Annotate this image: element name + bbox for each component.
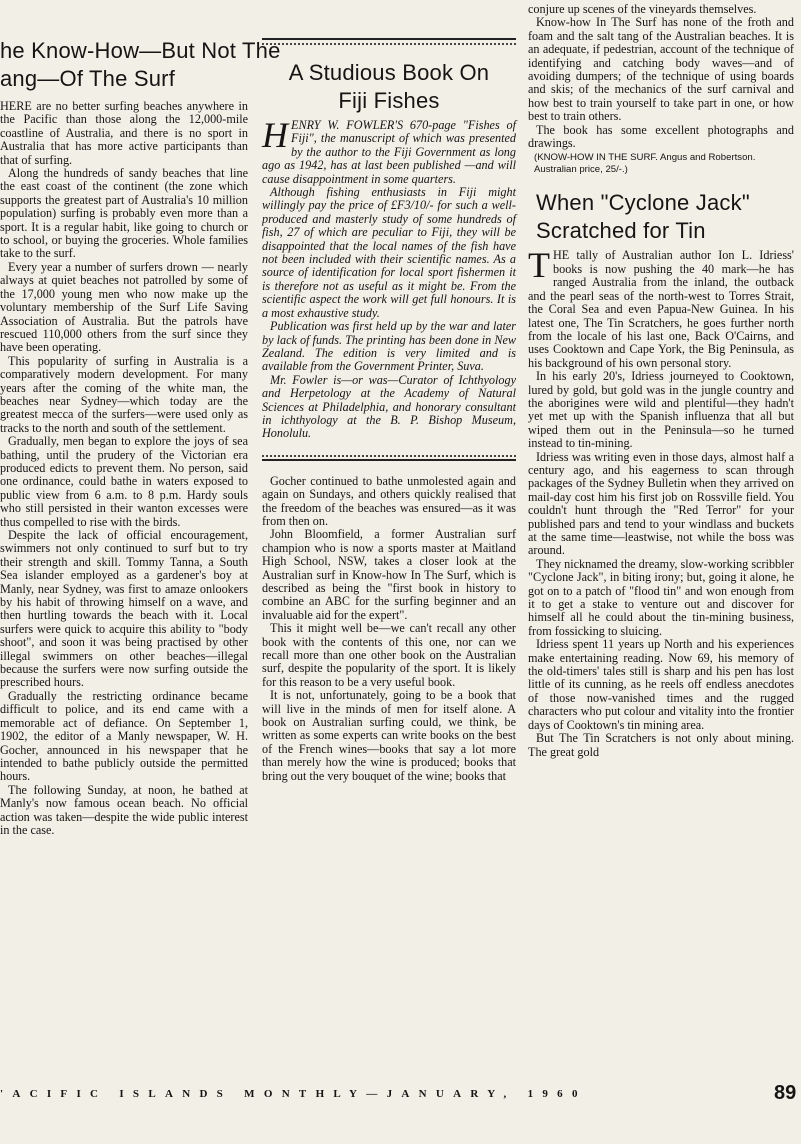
paragraph: John Bloomfield, a former Australian surf champion who is now a sports master at Maitland High School, NSW, takes a closer look at the Australian surf in Know-how In The Surf, which is described as being the "first book in history to combine an ABC for the surfing beginner and an invaluable aid for the expert".: [262, 527, 516, 622]
column-middle: [262, 0, 516, 1080]
dropcap: T: [528, 245, 550, 286]
paragraph: This popularity of surfing in Australia is a comparatively modern development. For many years after the coming of the white man, the beaches near Sydney—which today are the greatest mecca of the surfers—were used only as tracks to the north and south of the settlement.: [0, 353, 248, 435]
paragraph: Despite the lack of official encouragement, swimmers not only continued to surf but to try their strength and skill. Tommy Tanna, a South Sea islander employed as a gardener's boy at Manly, near Sydney, was first to amaze onlookers by his habit of throwing himself on a wave, and then hurtling towards the beach with it. Local surfers were quick to acquire this ability to "body shoot", and soon it was being practised by other illegal swimmers on other beaches—illegal because the surfers were now surfing outside the prescribed hours.: [0, 528, 248, 690]
dropcap: H: [262, 115, 288, 155]
paragraph: HERE are no better surfing beaches anywhere in the Pacific than those along the 12,000-mile coastline of Australia, and there is no sport in Australia that has more active participants than that of surfing.: [0, 99, 248, 167]
paragraph: Publication was first held up by the war and later by lack of funds. The printing has been done in New Zealand. The edition is very limited and is available from the Government Printer, Suva.: [262, 319, 516, 374]
article-surf-review-end: [528, 3, 794, 150]
dotted-rule: [262, 43, 516, 45]
paragraph: HE tally of Australian author Ion L. Idriess' books is now pushing the 40 mark—he has ranged Australia from the inland, the outback and the pearl seas of the north-west to Torres Strait, the Coral Sea and even Papua-New Guinea. In his latest one, The Tin Scratchers, he goes further north from the locale of his last one, Back O'Cairns, and uses Cooktown and Cape York, the Big Peninsula, as his background of his own personal story.: [528, 248, 794, 370]
paragraph: In his early 20's, Idriess journeyed to Cooktown, lured by gold, but gold was in the jungle country and the aborigines were wild and plentiful—they hadn't yet met up with the Spanish influenza that all but wiped them out in the Peninsula—so he turned instead to tin-mining.: [528, 369, 794, 451]
paragraph: This it might well be—we can't recall any other book with the contents of this one, nor can we recall more than one other book on the Australian surf, despite the popularity of the sport. It is likely for this reason to be a very useful book.: [262, 621, 516, 689]
dotted-rule: [262, 455, 516, 457]
page-number: 89: [774, 1082, 797, 1104]
paragraph: But The Tin Scratchers is not only about mining. The great gold: [528, 731, 794, 759]
headline-cyclone-line2: Scratched for Tin: [536, 218, 706, 244]
paragraph: Every year a number of surfers drown — nearly always at quiet beaches not patrolled by some of the 17,000 young men who now make up the voluntary membership of the Surf Life Saving Association of Australia. But the patrols have rescued 110,000 others from the surf since they have been operating.: [0, 259, 248, 355]
paragraph: Know-how In The Surf has none of the froth and foam and the salt tang of the Australian beaches. It is an adequate, if pedestrian, account of the technique of identifying and catching body waves—and of avoiding dumpers; of the technique of using boards and skis; of the mechanics of the surf carnival and how best to train yourself to take part in one, or how best to train others.: [528, 15, 794, 124]
paragraph: The book has some excellent photographs and drawings.: [528, 122, 794, 151]
paragraph: Mr. Fowler is—or was—Curator of Ichthyology and Herpetology at the Academy of Natural Sciences at Philadelphia, and honorary consultant in ichthyology at the B. P. Bishop Museum, Honolulu.: [262, 372, 516, 441]
paragraph: Idriess spent 11 years up North and his experiences make entertaining reading. Now 69, his memory of the old-timers' tales still is sharp and his pen has lost little of its cunning, as he reels off endless anecdotes of those now-vanished times and the rugged characters who put colour and vitality into the frontier days of Cooktown's tin mining area.: [528, 637, 794, 732]
headline-fiji-line2: Fiji Fishes: [338, 88, 440, 113]
headline-fiji-line1: A Studious Book On: [288, 60, 490, 85]
top-rule: [262, 38, 516, 40]
paragraph: It is not, unfortunately, going to be a book that will live in the minds of men for itself alone. A book on Australian surfing could, we think, be written as some experts can write books on the best of the French wines—books that say a lot more than merely how the wine is produced; books that bring out the very bouquet of the wine; books that: [262, 688, 516, 783]
paragraph: Gradually the restricting ordinance became difficult to police, and its end came with a memorable act of defiance. On September 1, 1902, the editor of a Manly newspaper, W. H. Gocher, announced in his newspaper that he intended to bathe publicly outside the permitted hours.: [0, 688, 248, 784]
headline-surf-line1: he Know-How—But Not The: [0, 38, 281, 63]
column-right: [528, 0, 794, 1080]
running-title: 'ACIFIC ISLANDS MONTHLY—JANUARY, 1960: [0, 1088, 587, 1100]
article-surf-body: [0, 100, 248, 837]
paragraph: Although fishing enthusiasts in Fiji might willingly pay the price of £F3/10/- for such a well-produced and masterly study of some hundreds of fish, 27 of which are peculiar to Fiji, they will be disappointed that the local names of the fish have not been included with their scientific names. As a source of identification for local sport fishermen it is therefore not as useful as it might be. From the scientific aspect the work will get full honours. It is a most exhaustive study.: [262, 185, 516, 320]
bottom-rule: [262, 459, 516, 461]
article-surf-continued: [262, 475, 516, 783]
paragraph: Idriess was writing even in those days, almost half a century ago, and his eagerness to scan through packages of the Sydney Bulletin when they arrived on mail-day cost him his first job on Rossville field. You couldn't hunt through the "Red Terror" for your published pars and tend to your windlass and buckets at the same time—leastwise, not while the boss was around.: [528, 449, 794, 558]
page-footer: [0, 1084, 801, 1106]
article-cyclone-body: [528, 245, 794, 759]
paragraph: Along the hundreds of sandy beaches that line the east coast of the continent (the zone which supports the greatest part of Australia's 10 million population) surfing is probably even more than a sport. It is a regular habit, like going to church or to school, or buying the groceries. Whole families take to the surf.: [0, 166, 248, 261]
paragraph: conjure up scenes of the vineyards themselves.: [528, 2, 757, 16]
paragraph: Gocher continued to bathe unmolested again and again on Sundays, and others quickly realised that the freedom of the beaches was ensured—as it was from then on.: [262, 473, 516, 528]
headline-cyclone-line1: When "Cyclone Jack": [536, 190, 750, 216]
book-credit: (KNOW-HOW IN THE SURF. Angus and Robertson. Australian price, 25/-.): [534, 152, 756, 175]
article-fiji-body: [262, 115, 516, 441]
column-left: [0, 0, 281, 1080]
headline-surf-line2: ang—Of The Surf: [0, 66, 176, 91]
paragraph: Gradually, men began to explore the joys of sea bathing, until the prudery of the Victorian era produced edicts to prevent them. No person, said one ordinance, could bathe in waters exposed to public view from 6 a.m. to 8 p.m. Hardy souls who still persisted in their wanton excesses were thus compelled to rise with the birds.: [0, 434, 248, 529]
paragraph: The following Sunday, at noon, he bathed at Manly's now famous ocean beach. No official action was taken—despite the wide public interest in the case.: [0, 782, 248, 837]
paragraph: ENRY W. FOWLER'S 670-page "Fishes of Fiji", the manuscript of which was presented by the author to the Fiji Government as long ago as 1942, has at last been published —and will cause disappointment in some quarters.: [262, 118, 516, 186]
paragraph: They nicknamed the dreamy, slow-working scribbler "Cyclone Jack", in biting irony; but, going it alone, he got on to a patch of "flood tin" and won enough from it to get a stake to venture out and discover for himself all he could about the tin-mining business, from fossicking to sluicing.: [528, 556, 794, 638]
